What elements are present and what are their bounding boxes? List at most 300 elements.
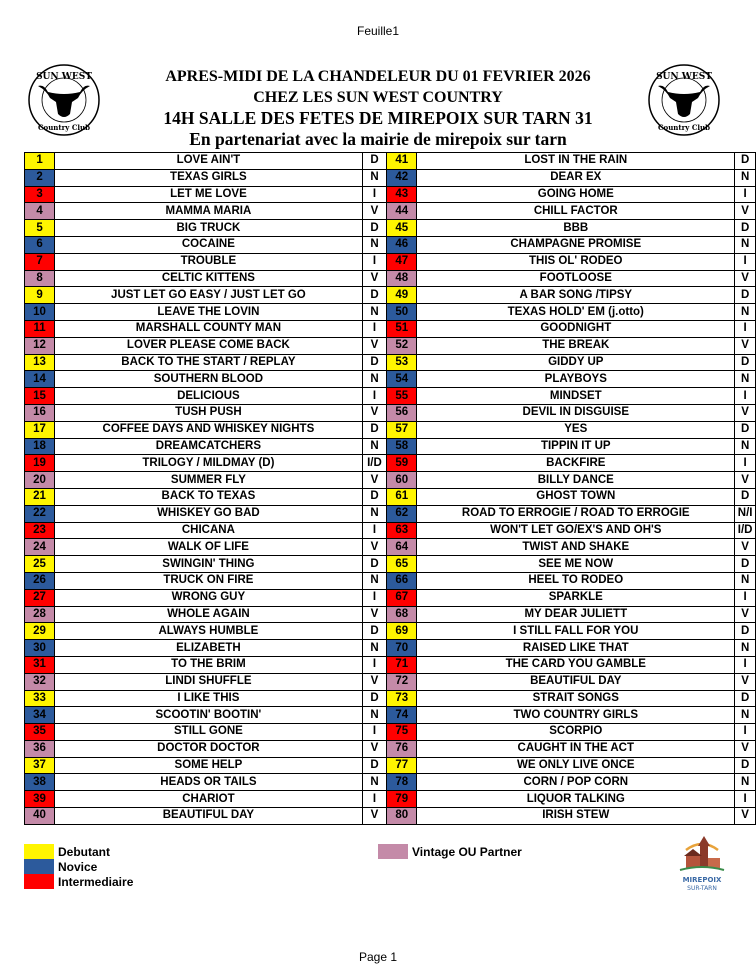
song-number: 19: [25, 455, 55, 472]
song-title: YES: [417, 421, 735, 438]
song-title: COFFEE DAYS AND WHISKEY NIGHTS: [55, 421, 363, 438]
song-level: V: [362, 203, 387, 220]
song-number: 42: [387, 169, 417, 186]
song-number: 51: [387, 320, 417, 337]
song-number: 10: [25, 304, 55, 321]
table-row: [25, 320, 756, 337]
table-row: [25, 438, 756, 455]
song-title: BBB: [417, 220, 735, 237]
song-level: N/I: [735, 505, 756, 522]
table-row: [25, 589, 756, 606]
song-level: D: [735, 690, 756, 707]
song-level: V: [362, 673, 387, 690]
song-number: 16: [25, 404, 55, 421]
song-title: SUMMER FLY: [55, 472, 363, 489]
logo-text-top: SUN WEST: [36, 72, 92, 82]
song-title: CHARIOT: [55, 791, 363, 808]
song-number: 74: [387, 707, 417, 724]
song-title: COCAINE: [55, 236, 363, 253]
song-level: V: [735, 740, 756, 757]
song-level: D: [362, 623, 387, 640]
song-title: THE BREAK: [417, 337, 735, 354]
song-number: 27: [25, 589, 55, 606]
song-level: I: [362, 186, 387, 203]
song-level: I: [735, 253, 756, 270]
legend-label-novice: Novice: [58, 859, 98, 874]
table-row: [25, 337, 756, 354]
song-number: 11: [25, 320, 55, 337]
playlist-table: [24, 152, 756, 825]
song-number: 41: [387, 153, 417, 170]
table-row: [25, 707, 756, 724]
song-number: 69: [387, 623, 417, 640]
song-level: I: [735, 320, 756, 337]
song-level: I: [735, 388, 756, 405]
song-level: N: [362, 304, 387, 321]
song-title: I STILL FALL FOR YOU: [417, 623, 735, 640]
legend-right: [378, 844, 522, 859]
table-row: [25, 304, 756, 321]
song-title: DELICIOUS: [55, 388, 363, 405]
song-level: V: [735, 606, 756, 623]
song-level: D: [362, 556, 387, 573]
song-level: I: [362, 388, 387, 405]
song-number: 17: [25, 421, 55, 438]
song-number: 53: [387, 354, 417, 371]
song-title: HEEL TO RODEO: [417, 572, 735, 589]
song-title: HEADS OR TAILS: [55, 774, 363, 791]
song-title: ELIZABETH: [55, 640, 363, 657]
table-row: [25, 757, 756, 774]
song-level: N: [735, 371, 756, 388]
song-level: N: [362, 438, 387, 455]
table-row: [25, 572, 756, 589]
table-row: [25, 724, 756, 741]
legend-swatch-intermediaire: [24, 874, 54, 889]
song-level: V: [735, 472, 756, 489]
song-level: D: [735, 623, 756, 640]
song-title: CHAMPAGNE PROMISE: [417, 236, 735, 253]
song-title: GIDDY UP: [417, 354, 735, 371]
legend-left: [24, 844, 133, 889]
song-title: TRUCK ON FIRE: [55, 572, 363, 589]
sun-west-logo-left: [26, 62, 102, 138]
table-row: [25, 690, 756, 707]
song-number: 15: [25, 388, 55, 405]
song-number: 24: [25, 539, 55, 556]
song-number: 67: [387, 589, 417, 606]
song-title: TO THE BRIM: [55, 656, 363, 673]
song-number: 78: [387, 774, 417, 791]
song-level: V: [362, 270, 387, 287]
song-title: TROUBLE: [55, 253, 363, 270]
table-row: [25, 287, 756, 304]
song-level: I: [362, 589, 387, 606]
song-number: 32: [25, 673, 55, 690]
song-number: 50: [387, 304, 417, 321]
song-number: 13: [25, 354, 55, 371]
song-level: V: [362, 740, 387, 757]
song-level: D: [362, 690, 387, 707]
song-level: D: [735, 354, 756, 371]
song-title: LOVE AIN'T: [55, 153, 363, 170]
song-number: 12: [25, 337, 55, 354]
song-number: 2: [25, 169, 55, 186]
event-header: [110, 66, 646, 150]
legend-swatch-vintage: [378, 844, 408, 859]
table-row: [25, 673, 756, 690]
song-number: 73: [387, 690, 417, 707]
song-number: 3: [25, 186, 55, 203]
song-title: TEXAS GIRLS: [55, 169, 363, 186]
song-title: SWINGIN' THING: [55, 556, 363, 573]
table-row: [25, 472, 756, 489]
mirepoix-logo: [672, 832, 732, 894]
song-title: LIQUOR TALKING: [417, 791, 735, 808]
song-number: 7: [25, 253, 55, 270]
song-title: WON'T LET GO/EX'S AND OH'S: [417, 522, 735, 539]
song-number: 71: [387, 656, 417, 673]
song-level: D: [362, 757, 387, 774]
song-level: V: [735, 808, 756, 825]
song-level: N: [362, 236, 387, 253]
song-number: 6: [25, 236, 55, 253]
song-number: 25: [25, 556, 55, 573]
song-title: ROAD TO ERROGIE / ROAD TO ERROGIE: [417, 505, 735, 522]
song-title: LOVER PLEASE COME BACK: [55, 337, 363, 354]
song-title: TWIST AND SHAKE: [417, 539, 735, 556]
table-row: [25, 455, 756, 472]
song-level: V: [362, 606, 387, 623]
song-title: STRAIT SONGS: [417, 690, 735, 707]
song-level: I: [735, 186, 756, 203]
logo-text-bottom: Country Club: [657, 123, 711, 132]
song-level: N: [362, 505, 387, 522]
song-level: D: [735, 153, 756, 170]
table-row: [25, 220, 756, 237]
song-title: CHILL FACTOR: [417, 203, 735, 220]
song-number: 20: [25, 472, 55, 489]
table-row: [25, 640, 756, 657]
partner-logo-line2: SUR-TARN: [687, 885, 717, 892]
legend-label-debutant: Debutant: [58, 844, 110, 859]
song-level: N: [735, 640, 756, 657]
song-number: 4: [25, 203, 55, 220]
song-number: 47: [387, 253, 417, 270]
song-level: D: [735, 556, 756, 573]
song-level: D: [735, 287, 756, 304]
song-number: 77: [387, 757, 417, 774]
song-level: I: [362, 791, 387, 808]
legend-label-vintage: Vintage OU Partner: [412, 844, 522, 859]
song-title: PLAYBOYS: [417, 371, 735, 388]
song-number: 18: [25, 438, 55, 455]
table-row: [25, 791, 756, 808]
song-level: N: [735, 774, 756, 791]
song-title: CHICANA: [55, 522, 363, 539]
song-number: 45: [387, 220, 417, 237]
song-level: I: [362, 320, 387, 337]
header-line-2: CHEZ LES SUN WEST COUNTRY: [253, 89, 503, 106]
song-level: N: [735, 707, 756, 724]
song-level: V: [362, 404, 387, 421]
song-number: 8: [25, 270, 55, 287]
song-title: TUSH PUSH: [55, 404, 363, 421]
table-row: [25, 354, 756, 371]
song-level: I/D: [735, 522, 756, 539]
song-title: TRILOGY / MILDMAY (D): [55, 455, 363, 472]
song-title: CORN / POP CORN: [417, 774, 735, 791]
song-title: SEE ME NOW: [417, 556, 735, 573]
song-level: V: [362, 539, 387, 556]
header-line-3: 14H SALLE DES FETES DE MIREPOIX SUR TARN 31: [163, 108, 593, 128]
song-level: I: [735, 455, 756, 472]
song-number: 44: [387, 203, 417, 220]
song-title: WALK OF LIFE: [55, 539, 363, 556]
table-row: [25, 236, 756, 253]
song-number: 30: [25, 640, 55, 657]
table-row: [25, 153, 756, 170]
song-title: TWO COUNTRY GIRLS: [417, 707, 735, 724]
song-level: I: [735, 589, 756, 606]
song-title: BEAUTIFUL DAY: [417, 673, 735, 690]
song-title: JUST LET GO EASY / JUST LET GO: [55, 287, 363, 304]
song-level: D: [362, 488, 387, 505]
song-title: THE CARD YOU GAMBLE: [417, 656, 735, 673]
song-title: MINDSET: [417, 388, 735, 405]
song-number: 46: [387, 236, 417, 253]
table-row: [25, 253, 756, 270]
song-number: 34: [25, 707, 55, 724]
song-title: GOODNIGHT: [417, 320, 735, 337]
song-number: 54: [387, 371, 417, 388]
song-level: V: [735, 337, 756, 354]
song-title: BACK TO TEXAS: [55, 488, 363, 505]
song-number: 5: [25, 220, 55, 237]
legend-novice: [24, 859, 133, 874]
song-level: D: [735, 220, 756, 237]
song-title: IRISH STEW: [417, 808, 735, 825]
song-title: MARSHALL COUNTY MAN: [55, 320, 363, 337]
song-level: D: [735, 757, 756, 774]
song-number: 66: [387, 572, 417, 589]
song-number: 48: [387, 270, 417, 287]
song-title: STILL GONE: [55, 724, 363, 741]
logo-text-bottom: Country Club: [37, 123, 91, 132]
song-title: SOME HELP: [55, 757, 363, 774]
song-number: 29: [25, 623, 55, 640]
table-row: [25, 505, 756, 522]
song-number: 65: [387, 556, 417, 573]
song-level: I: [735, 724, 756, 741]
song-level: I: [362, 656, 387, 673]
song-level: N: [362, 707, 387, 724]
song-number: 72: [387, 673, 417, 690]
song-number: 37: [25, 757, 55, 774]
song-number: 9: [25, 287, 55, 304]
song-level: N: [362, 640, 387, 657]
song-title: BACKFIRE: [417, 455, 735, 472]
table-row: [25, 808, 756, 825]
song-level: I/D: [362, 455, 387, 472]
song-number: 75: [387, 724, 417, 741]
song-number: 1: [25, 153, 55, 170]
song-number: 56: [387, 404, 417, 421]
song-number: 49: [387, 287, 417, 304]
song-title: GHOST TOWN: [417, 488, 735, 505]
song-title: TIPPIN IT UP: [417, 438, 735, 455]
song-title: BIG TRUCK: [55, 220, 363, 237]
song-level: D: [362, 287, 387, 304]
song-level: N: [735, 304, 756, 321]
song-title: RAISED LIKE THAT: [417, 640, 735, 657]
table-row: [25, 606, 756, 623]
song-title: GOING HOME: [417, 186, 735, 203]
table-row: [25, 539, 756, 556]
song-title: BEAUTIFUL DAY: [55, 808, 363, 825]
song-title: LOST IN THE RAIN: [417, 153, 735, 170]
song-number: 52: [387, 337, 417, 354]
song-level: V: [362, 337, 387, 354]
song-title: BILLY DANCE: [417, 472, 735, 489]
song-number: 39: [25, 791, 55, 808]
table-row: [25, 270, 756, 287]
song-number: 64: [387, 539, 417, 556]
table-row: [25, 169, 756, 186]
song-level: V: [735, 539, 756, 556]
song-level: V: [735, 404, 756, 421]
song-title: DEVIL IN DISGUISE: [417, 404, 735, 421]
song-level: N: [362, 572, 387, 589]
song-title: DEAR EX: [417, 169, 735, 186]
song-number: 62: [387, 505, 417, 522]
song-number: 40: [25, 808, 55, 825]
song-number: 59: [387, 455, 417, 472]
song-level: N: [362, 371, 387, 388]
song-number: 60: [387, 472, 417, 489]
song-number: 58: [387, 438, 417, 455]
song-number: 31: [25, 656, 55, 673]
song-level: D: [362, 220, 387, 237]
song-number: 21: [25, 488, 55, 505]
table-row: [25, 774, 756, 791]
song-level: I: [362, 253, 387, 270]
sheet-title: Feuille1: [356, 24, 400, 38]
song-level: D: [362, 421, 387, 438]
song-title: SPARKLE: [417, 589, 735, 606]
table-row: [25, 740, 756, 757]
song-title: SOUTHERN BLOOD: [55, 371, 363, 388]
song-number: 28: [25, 606, 55, 623]
song-level: D: [362, 153, 387, 170]
song-number: 35: [25, 724, 55, 741]
song-number: 68: [387, 606, 417, 623]
song-number: 80: [387, 808, 417, 825]
song-title: SCORPIO: [417, 724, 735, 741]
song-number: 36: [25, 740, 55, 757]
song-title: CELTIC KITTENS: [55, 270, 363, 287]
song-number: 57: [387, 421, 417, 438]
legend-intermediaire: [24, 874, 133, 889]
table-row: [25, 371, 756, 388]
song-title: A BAR SONG /TIPSY: [417, 287, 735, 304]
song-number: 33: [25, 690, 55, 707]
song-level: N: [735, 236, 756, 253]
song-number: 79: [387, 791, 417, 808]
song-title: WHISKEY GO BAD: [55, 505, 363, 522]
song-title: SCOOTIN' BOOTIN': [55, 707, 363, 724]
table-row: [25, 186, 756, 203]
song-title: DOCTOR DOCTOR: [55, 740, 363, 757]
sun-west-logo-right: [646, 62, 722, 138]
song-level: N: [735, 438, 756, 455]
legend-debutant: [24, 844, 133, 859]
table-row: [25, 203, 756, 220]
song-number: 55: [387, 388, 417, 405]
song-title: I LIKE THIS: [55, 690, 363, 707]
song-level: I: [735, 656, 756, 673]
logo-text-top: SUN WEST: [656, 72, 712, 82]
song-title: MAMMA MARIA: [55, 203, 363, 220]
song-level: D: [362, 354, 387, 371]
song-title: WHOLE AGAIN: [55, 606, 363, 623]
table-row: [25, 421, 756, 438]
table-row: [25, 388, 756, 405]
song-level: V: [735, 270, 756, 287]
legend-swatch-debutant: [24, 844, 54, 859]
header-line-4: En partenariat avec la mairie de mirepoix sur tarn: [189, 129, 567, 149]
song-level: N: [735, 169, 756, 186]
song-number: 70: [387, 640, 417, 657]
song-level: V: [362, 808, 387, 825]
song-number: 23: [25, 522, 55, 539]
song-number: 43: [387, 186, 417, 203]
song-title: THIS OL' RODEO: [417, 253, 735, 270]
song-title: TEXAS HOLD' EM (j.otto): [417, 304, 735, 321]
song-title: LINDI SHUFFLE: [55, 673, 363, 690]
song-level: I: [735, 791, 756, 808]
song-number: 22: [25, 505, 55, 522]
song-level: D: [735, 421, 756, 438]
table-row: [25, 623, 756, 640]
song-title: WRONG GUY: [55, 589, 363, 606]
song-title: MY DEAR JULIETT: [417, 606, 735, 623]
song-level: N: [735, 572, 756, 589]
legend-label-intermediaire: Intermediaire: [58, 874, 134, 889]
song-title: ALWAYS HUMBLE: [55, 623, 363, 640]
song-level: D: [735, 488, 756, 505]
song-title: FOOTLOOSE: [417, 270, 735, 287]
song-title: LEAVE THE LOVIN: [55, 304, 363, 321]
legend-swatch-novice: [24, 859, 54, 874]
legend-vintage: [378, 844, 522, 859]
song-number: 38: [25, 774, 55, 791]
partner-logo-line1: MIREPOIX: [682, 876, 722, 884]
table-row: [25, 404, 756, 421]
song-level: N: [362, 169, 387, 186]
song-title: BACK TO THE START / REPLAY: [55, 354, 363, 371]
song-title: WE ONLY LIVE ONCE: [417, 757, 735, 774]
song-number: 76: [387, 740, 417, 757]
song-title: DREAMCATCHERS: [55, 438, 363, 455]
song-level: V: [735, 673, 756, 690]
song-level: I: [362, 724, 387, 741]
song-level: N: [362, 774, 387, 791]
table-row: [25, 522, 756, 539]
song-level: V: [735, 203, 756, 220]
header-line-1: APRES-MIDI DE LA CHANDELEUR DU 01 FEVRIER 2026: [165, 68, 591, 85]
table-row: [25, 656, 756, 673]
